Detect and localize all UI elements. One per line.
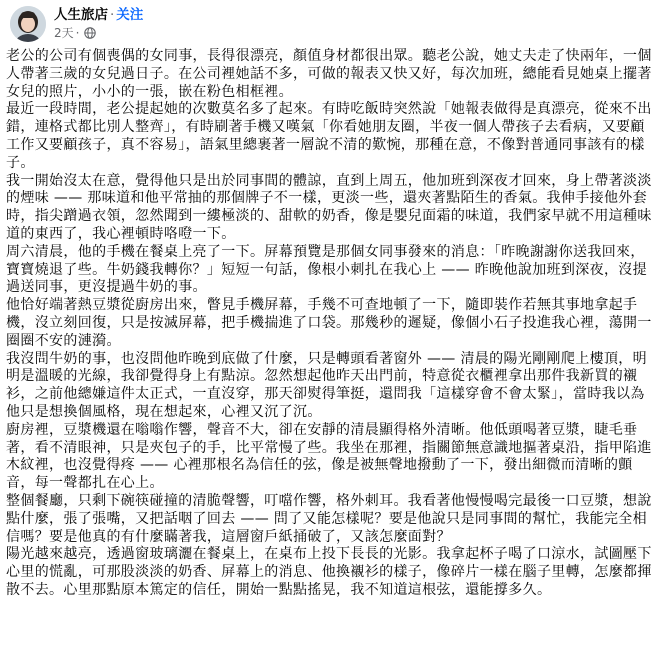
post-paragraph: 陽光越來越亮，透過窗玻璃灑在餐桌上，在桌布上投下長長的光影。我拿起杯子喝了口涼水，試圖壓下心里的慌亂，可那股淡淡的奶香、屏幕上的消息、他換襯衫的樣子，像碎片一樣在腦子里轉，怎麼都揮散不去。心里那點原本篤定的信任，開始一點點搖晃，我不知道這根弦，還能撐多久。 bbox=[6, 546, 652, 598]
post-paragraph: 廚房裡，豆漿機還在嗡嗡作響，聲音不大，卻在安靜的清晨顯得格外清晰。他低頭喝著豆漿，睫毛垂著，看不清眼神，只是夾包子的手，比平常慢了些。我坐在那裡，指關節無意識地摳著桌沿，指甲陷進木紋裡，也沒覺得疼 —— 心裡那根名為信任的弦，像是被無聲地撥動了一下，發出細微而清晰的顫音，每一聲都扎在心上。 bbox=[6, 421, 652, 492]
post-meta bbox=[54, 25, 96, 41]
post-paragraph: 他恰好端著熱豆漿從廚房出來，瞥見手機屏幕，手幾不可查地頓了一下，隨即裝作若無其事地拿起手機，沒立刻回復，只是按滅屏幕，把手機揣進了口袋。那幾秒的遲疑，像個小石子投進我心裡，蕩開一圈圈不安的漣漪。 bbox=[6, 297, 652, 349]
post-body bbox=[6, 48, 656, 600]
post-paragraph: 最近一段時間，老公提起她的次數莫名多了起來。有時吃飯時突然說「她報表做得是真漂亮，從來不出錯，連格式都比別人整齊」，有時刷著手機又嘆氣「你看她朋友圈，半夜一個人帶孩子去看病，又要顧工作又要顧孩子，真不容易」，語氣里總裹著一層說不清的歎惋，那種在意，不像對普通同事該有的樣子。 bbox=[6, 101, 652, 171]
post-paragraph: 老公的公司有個喪偶的女同事，長得很漂亮，顏值身材都很出眾。聽老公說，她丈夫走了快兩年，一個人帶著三歲的女兒過日子。在公司裡她話不多，可做的報表又快又好，每次加班，總能看見她桌上擺著女兒的照片，小小的一張，嵌在粉色相框裡。 bbox=[6, 48, 652, 100]
post-paragraph: 整個餐廳，只剩下碗筷碰撞的清脆聲響，叮噹作響，格外刺耳。我看著他慢慢喝完最後一口豆漿，想說點什麼，張了張嘴，又把話咽了回去 —— 問了又能怎樣呢？要是他說只是同事間的幫忙，我能完全相信嗎？要是他真的有什麼瞞著我，這層窗戶紙捅破了，又該怎麼面對？ bbox=[6, 492, 652, 545]
meta-separator: · bbox=[75, 26, 80, 40]
post-paragraph: 我沒問牛奶的事，也沒問他昨晚到底做了什麼，只是轉頭看著窗外 —— 清晨的陽光剛剛爬上樓頂，明明是溫暖的光線，我卻覺得身上有點涼。忽然想起他昨天出門前，特意從衣櫃裡拿出那件我新買的襯衫，之前他總嫌這件太正式，一直沒穿，那天卻熨得筆挺，還問我「這樣穿會不會太緊」，當時我以為他只是想換個風格，現在想起來，心裡又沉了沉。 bbox=[6, 350, 647, 420]
post-paragraph: 我一開始沒太在意，覺得他只是出於同事間的體諒，直到上周五，他加班到深夜才回來，身上帶著淡淡的煙味 —— 那味道和他平常抽的那個牌子不一樣，更淡一些，還夾著點陌生的香氣。我伸手接他外套時，指尖蹭過衣領，忽然聞到一縷極淡的、甜軟的奶香，像是嬰兒面霜的味道，我們家早就不用這種味道的東西了，我心裡頓時咯噔一下。 bbox=[6, 172, 652, 242]
author-name[interactable]: 人生旅店 bbox=[54, 7, 108, 23]
post-paragraph: 周六清晨，他的手機在餐桌上亮了一下。屏幕預覽是那個女同事發來的消息：「昨晚謝謝你送我回來，寶寶燒退了些。牛奶錢我轉你？」短短一句話，像根小刺扎在我心上 —— 昨晚他說加班到深夜，沒提過送同事，更沒提過牛奶的事。 bbox=[6, 243, 647, 296]
avatar[interactable] bbox=[10, 6, 46, 42]
follow-button[interactable]: 关注 bbox=[116, 7, 144, 23]
avatar-image bbox=[10, 6, 46, 42]
post-header bbox=[10, 4, 650, 44]
globe-icon bbox=[84, 27, 96, 39]
author-separator: · bbox=[110, 7, 115, 23]
post-timestamp[interactable]: 2天 bbox=[54, 26, 74, 40]
author-line bbox=[54, 6, 143, 24]
